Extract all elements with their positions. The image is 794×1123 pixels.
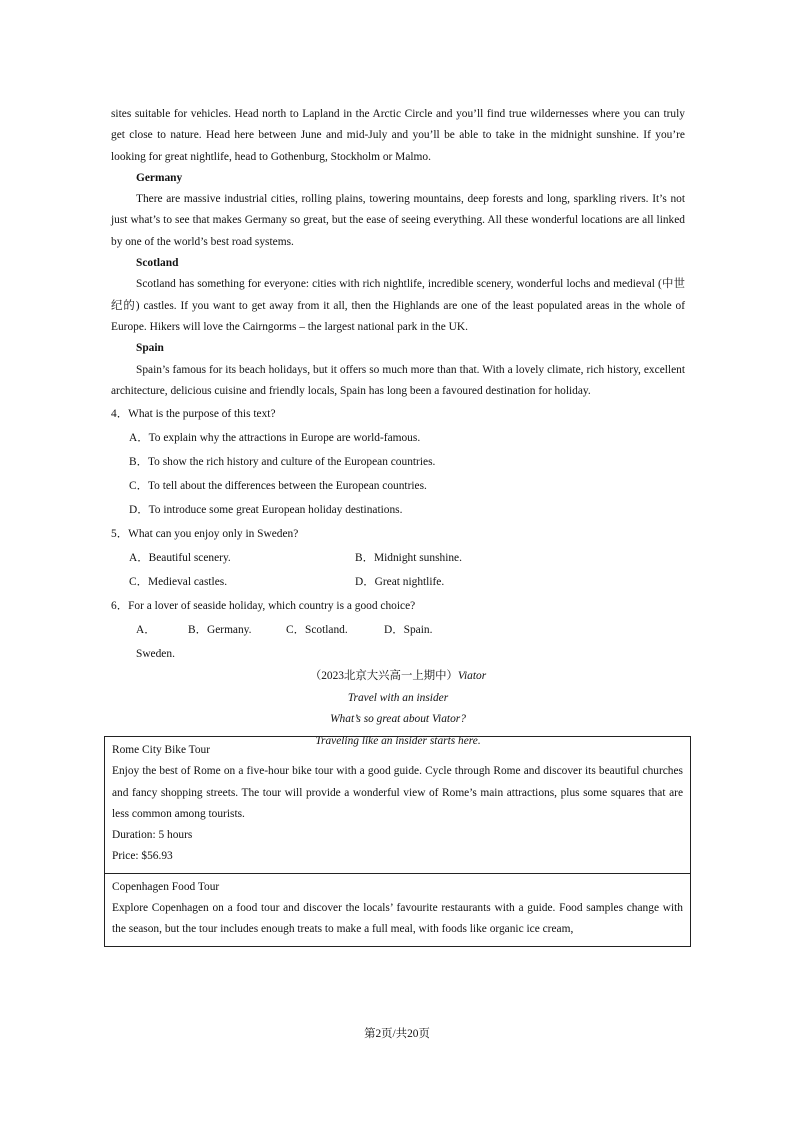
option-d: D．Great nightlife. [355,576,445,589]
next-passage-header [111,666,685,688]
tour-name: Rome City Bike Tour [112,744,211,756]
section-heading-scotland: Scotland [136,257,179,270]
tagline: Traveling like an insider starts here. [315,734,481,747]
passage-intro-continued: sites suitable for vehicles. Head north to Lapland in the Arctic Circle and you’ll find true wildernesses where you can truly get close to nature. Head here between June and mid-July and you’ll be able to take in the midnight sunshine. If you’re looking for great nightlife, head to Gothenburg, Stockholm or Malmo. [111,108,685,163]
source-note: （2023北京大兴高一上期中） [309,670,458,683]
option-c: C．To tell about the differences between the European countries. [129,480,427,493]
option-b: B．To show the rich history and culture of the European countries. [129,456,436,469]
option-d: D．Spain. [384,624,433,637]
tour-description: Explore Copenhagen on a food tour and discover the locals’ favourite restaurants with a guide. Food samples change with the season, but the tour includes enough treats to make a full meal, with foods like organic ice cream, [112,902,683,936]
tour-price: Price: $56.93 [112,850,173,863]
tagline: What’s so great about Viator? [330,713,466,726]
question-6 [111,594,685,666]
tour-card-copenhagen [105,873,690,946]
question-4 [111,402,685,522]
passage-title: Viator [457,670,487,683]
option-a: A．Sweden. [136,624,175,661]
option-row [111,546,685,570]
option-b: B．Midnight sunshine. [355,552,462,565]
tour-name: Copenhagen Food Tour [112,880,220,893]
page-footer: 第2页/共20页 [364,1028,430,1040]
question-stem: 4．What is the purpose of this text? [111,408,276,421]
option-a: A．To explain why the attractions in Europe are world-famous. [129,432,421,445]
option-row [111,618,685,666]
section-text-spain: Spain’s famous for its beach holidays, but it offers so much more than that. With a lovely climate, rich history, excellent architecture, delicious cuisine and friendly locals, Spain has long been a favoured destination for holiday. [111,363,685,397]
tour-description: Enjoy the best of Rome on a five-hour bike tour with a good guide. Cycle through Rome and discover its beautiful churches and fancy shopping streets. The tour will provide a wonderful view of Rome’s main attractions, plus some squares that are less common among tourists. [112,765,683,820]
option-c: C．Medieval castles. [129,576,228,589]
tour-card-rome [105,737,690,873]
section-text-scotland: Scotland has something for everyone: cities with rich nightlife, incredible scenery, wonderful lochs and medieval (中世纪的) castles. If you want to get away from it all, then the Highlands are one of the least populated areas in the whole of Europe. Hikers will love the Cairngorms – the largest national park in the UK. [111,278,685,333]
option-d: D．To introduce some great European holiday destinations. [129,504,403,517]
tours-table [104,736,691,947]
option-b: B．Germany. [188,624,252,637]
question-5 [111,522,685,594]
reading-passage [111,104,685,752]
tour-duration: Duration: 5 hours [112,829,193,842]
section-text-germany: There are massive industrial cities, rolling plains, towering mountains, deep forests and long, sparkling rivers. It’s not just what’s to see that makes Germany so great, but the ease of seeing everything. All these wonderful locations are all linked by one of the world’s best road systems. [111,193,685,248]
tagline: Travel with an insider [347,691,449,704]
option-a: A．Beautiful scenery. [129,552,231,565]
question-stem: 5．What can you enjoy only in Sweden? [111,528,299,541]
option-c: C．Scotland. [286,624,348,637]
option-row [111,570,685,594]
question-stem: 6．For a lover of seaside holiday, which country is a good choice? [111,600,416,613]
section-heading-germany: Germany [136,171,183,184]
section-heading-spain: Spain [136,342,164,355]
